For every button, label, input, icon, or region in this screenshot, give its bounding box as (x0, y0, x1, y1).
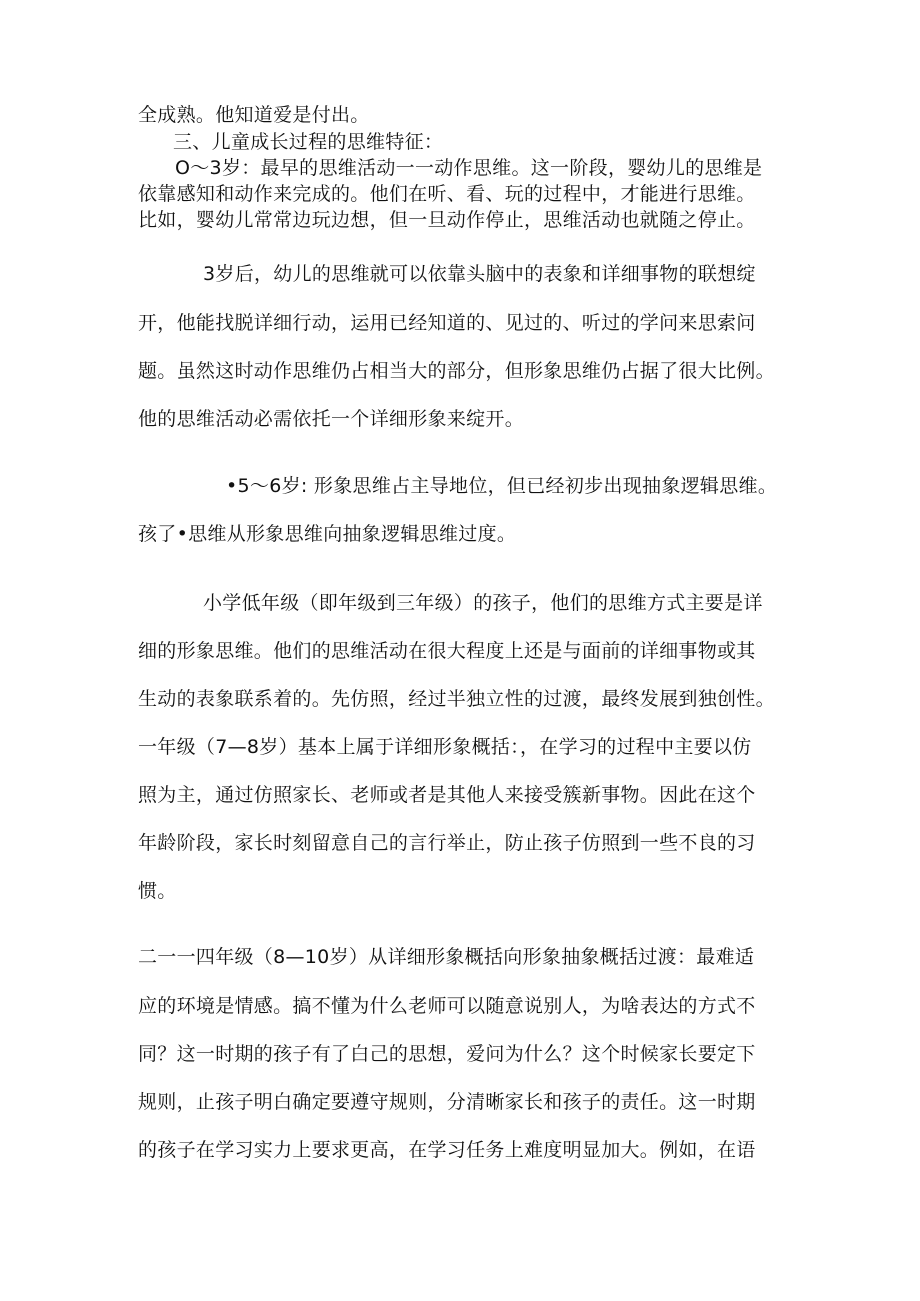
text-line: 年龄阶段，家长时刻留意自己的言行举止，防止孩子仿照到一些不良的习 (138, 832, 756, 854)
text-line: 惯。 (138, 880, 177, 902)
text-line: 依靠感知和动作来完成的。他们在听、看、玩的过程中，才能进行思维。 (138, 183, 756, 205)
text-line: 题。虽然这时动作思维仍占相当大的部分，但形象思维仍占据了很大比例。 (138, 360, 775, 382)
text-line: 他的思维活动必需依托一个详细形象来绽开。 (138, 408, 525, 430)
text-line: 小学低年级（即年级到三年级）的孩子，他们的思维方式主要是详 (203, 592, 763, 614)
text-line: 二一一四年级（8—10岁）从详细形象概括向形象抽象概括过渡：最难适 (138, 946, 755, 968)
text-line: 生动的表象联系着的。先仿照，经过半独立性的过渡，最终发展到独创性。 (138, 688, 775, 710)
section-heading: 三、儿童成长过程的思维特征： (173, 131, 444, 153)
text-line: 的孩子在学习实力上要求更高，在学习任务上难度明显加大。例如，在语 (138, 1139, 756, 1161)
text-line: 同？这一时期的孩子有了白己的思想，爱问为什么？这个时候家长要定下 (138, 1043, 756, 1065)
text-line: 照为主，通过仿照家长、老师或者是其他人来接受簇新事物。因此在这个 (138, 784, 756, 806)
text-line: •5～6岁: 形象思维占主导地位，但已经初步出现抽象逻辑思维。 (226, 475, 778, 497)
text-line: 全成熟。他知道爱是付出。 (138, 104, 370, 126)
text-line: 细的形象思维。他们的思维活动在很大程度上还是与面前的详细事物或其 (138, 640, 756, 662)
text-line: 规则，止孩子明白确定要遵守规则，分清晰家长和孩子的责任。这一时期 (138, 1091, 756, 1113)
text-line: 一年级（7—8岁）基本上属于详细形象概括：，在学习的过程中主要以仿 (138, 736, 752, 758)
text-line: O～3岁：最早的思维活动一一动作思维。这一阶段，婴幼儿的思维是 (175, 157, 763, 179)
text-line: 开，他能找脱详细行动，运用已经知道的、见过的、听过的学问来思索问 (138, 312, 756, 334)
text-line: 应的环境是情感。搞不懂为什么老师可以随意说别人，为啥表达的方式不 (138, 995, 756, 1017)
text-line: 3岁后，幼儿的思维就可以依靠头脑中的表象和详细事物的联想绽 (203, 263, 756, 285)
text-line: 孩了•思维从形象思维向抽象逻辑思维过度。 (138, 523, 517, 545)
text-line: 比如，婴幼儿常常边玩边想，但一旦动作停止，思维活动也就随之停止。 (138, 209, 756, 231)
